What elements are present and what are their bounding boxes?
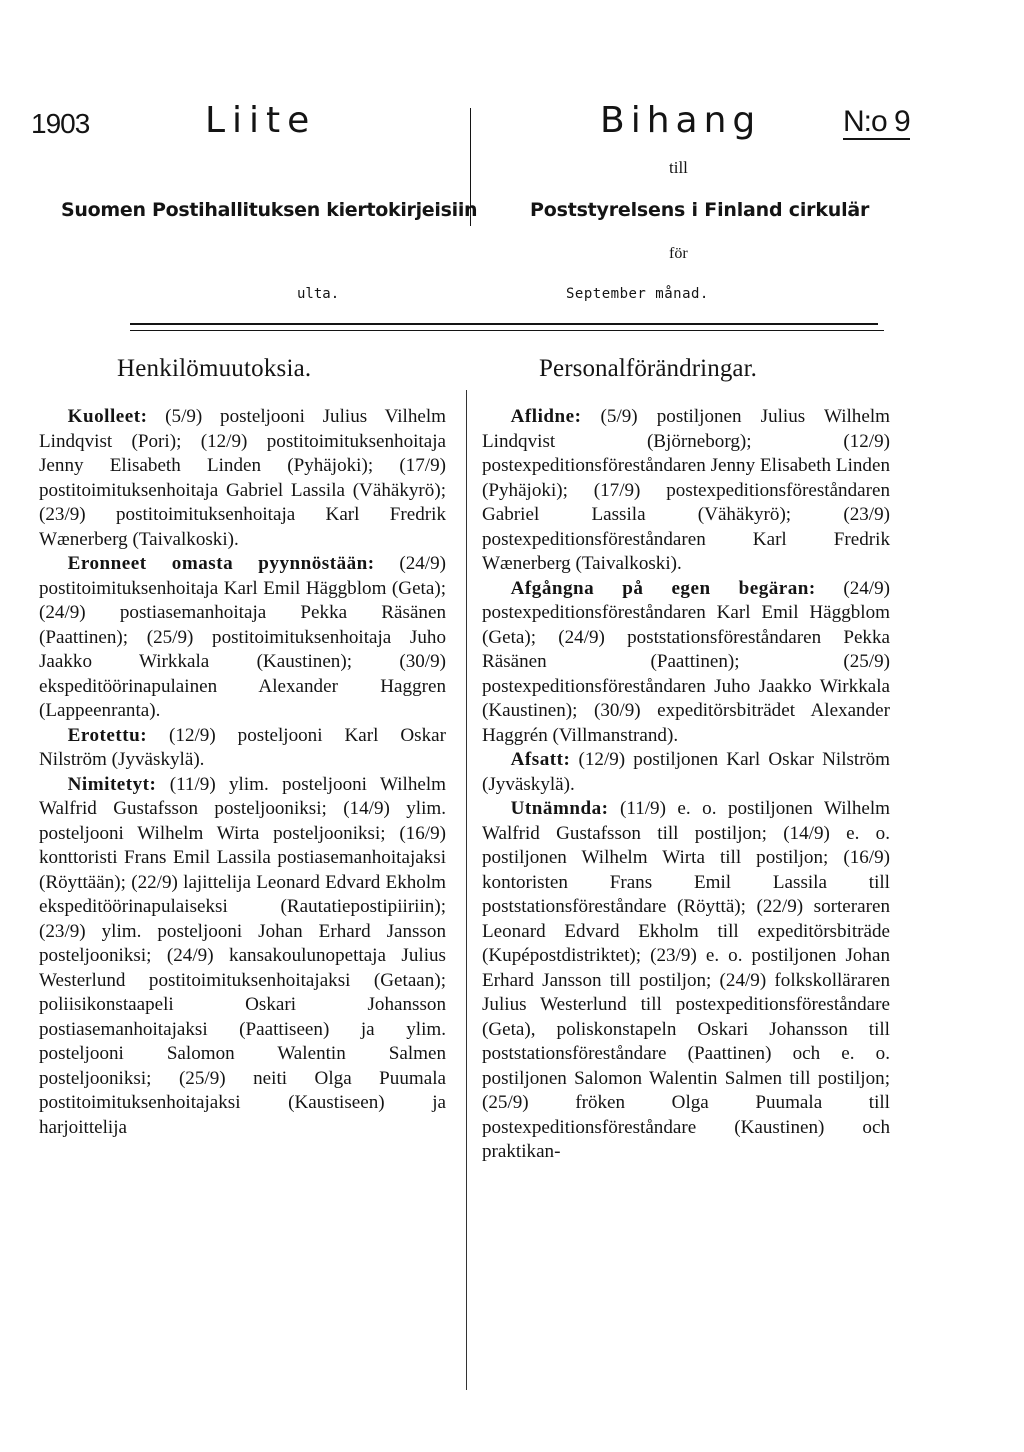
paragraph (39, 405, 446, 552)
right-month: September månad. (566, 286, 709, 302)
till-label: till (669, 158, 688, 177)
year: 1903 (31, 108, 90, 139)
right-title: Bihang (600, 100, 762, 141)
paragraph-text: (5/9) postiljonen Julius Wilhelm Lindqvist (Björneborg); (12/9) postexpeditionsföreståndaren Jenny Elisabeth Linden (Pyhäjoki); (17/9) postexpeditionsföreståndaren Gabriel Lassila (Vähäkyrö); (23/9) postexpeditionsföreståndaren Karl Fredrik Wænerberg (Taivalkoski). (482, 406, 890, 574)
column-divider (466, 390, 467, 1390)
paragraph (482, 748, 890, 797)
paragraph-label: Aflidne: (510, 406, 582, 427)
paragraph (39, 724, 446, 773)
left-series-title: Suomen Postihallituksen kiertokirjeisiin (61, 199, 478, 221)
paragraph-text: (11/9) e. o. postiljonen Wilhelm Walfrid Gustafsson till postiljon; (14/9) e. o. postiljonen Wilhelm Wirta till postiljon; (16/9) kontoristen Frans Emil Lassila till poststationsföreståndare (Röyttä); (22/9) sorteraren Leonard Edvard Ekholm till expeditörsbiträde (Kupépostdistriktet); (23/9) e. o. postiljonen Johan Erhard Jansson till postiljon; (24/9) folkskolläraren Julius Westerlund till postexpeditionsföreståndare (Geta), poliskonstapeln Oskari Johansson till poststationsföreståndare (Paattinen) och e. o. postiljonen Salomon Walentin Salmen till postiljon; (25/9) fröken Olga Puumala till postexpeditionsföreståndare (Kaustinen) och praktikan- (482, 798, 890, 1162)
paragraph-text: (11/9) ylim. posteljooni Wilhelm Walfrid Gustafsson posteljooniksi; (14/9) ylim. posteljooni Wilhelm Wirta posteljooniksi; (16/9) konttoristi Frans Emil Lassila postiasemanhoitajaksi (Röyttään); (22/9) lajittelija Leonard Edvard Ekholm ekspeditöörinapulaiseksi (Rautatiepostipiiriin); (23/9) ylim. posteljooni Johan Erhard Jansson posteljooniksi; (24/9) kansakoulunopettaja Julius Westerlund postitoimituksenhoitajaksi (Getaan); poliisikonstaapeli Oskari Johansson postiasemanhoitajaksi (Paattiseen) ja ylim. posteljooni Salomon Walentin Salmen posteljooniksi; (25/9) neiti Olga Puumala postitoimituksenhoitajaksi (Kaustiseen) ja harjoittelija (39, 773, 446, 1138)
finnish-column (39, 405, 446, 1140)
left-section-heading: Henkilömuutoksia. (117, 355, 312, 382)
left-title: Liite (205, 100, 317, 141)
paragraph-text: (12/9) postiljonen Karl Oskar Nilström (Jyväskylä). (482, 749, 890, 795)
paragraph (39, 552, 446, 724)
paragraph-label: Erotettu: (67, 724, 148, 746)
right-series-title: Poststyrelsens i Finland cirkulär (530, 199, 870, 221)
issue-number: N:o 9 (843, 105, 910, 138)
header-rule-thin (130, 330, 884, 331)
left-month: ulta. (297, 286, 340, 302)
paragraph-label: Kuolleet: (67, 406, 148, 427)
paragraph-label: Afgångna på egen begäran: (510, 577, 816, 599)
paragraph (482, 577, 890, 749)
paragraph-text: (24/9) postitoimituksenhoitaja Karl Emil Häggblom (Geta); (24/9) postiasemanhoitaja Pekka Räsänen (Paattinen); (25/9) postitoimituksenhoitaja Juho Jaakko Wirkkala (Kaustinen); (30/9) ekspeditöörinapulainen Alexander Haggren (Lappeenranta). (39, 553, 446, 721)
paragraph (39, 773, 446, 1141)
paragraph-text: (24/9) postexpeditionsföreståndaren Karl Emil Häggblom (Geta); (24/9) poststationsföreståndaren Pekka Räsänen (Paattinen); (25/9) postexpeditionsföreståndaren Juho Jaakko Wirkkala (Kaustinen); (30/9) expeditörsbiträdet Alexander Haggrén (Villmanstrand). (482, 577, 890, 746)
swedish-column (482, 405, 890, 1165)
paragraph-label: Nimitetyt: (67, 773, 157, 795)
paragraph-text: (12/9) posteljooni Karl Oskar Nilström (Jyväskylä). (39, 724, 446, 770)
right-section-heading: Personalförändringar. (539, 355, 758, 382)
paragraph-text: (5/9) posteljooni Julius Vilhelm Lindqvist (Pori); (12/9) postitoimituksenhoitaja Jenny Elisabeth Linden (Pyhäjoki); (17/9) postitoimituksenhoitaja Gabriel Lassila (Vähäkyrö); (23/9) postitoimituksenhoitaja Karl Fredrik Wænerberg (Taivalkoski). (39, 406, 446, 550)
paragraph (482, 405, 890, 577)
paragraph-label: Eronneet omasta pyynnöstään: (67, 553, 375, 574)
paragraph (482, 797, 890, 1165)
paragraph-label: Afsatt: (510, 749, 571, 770)
header-rule (130, 323, 878, 325)
paragraph-label: Utnämnda: (510, 798, 609, 819)
for-label: för (669, 245, 688, 262)
